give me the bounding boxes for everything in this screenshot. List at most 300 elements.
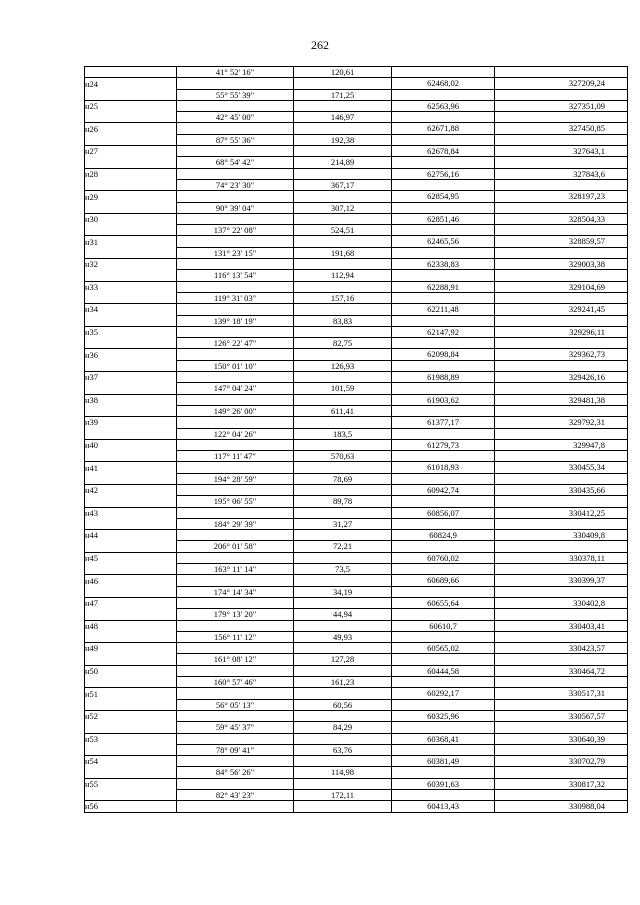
angle-cell: 84° 56' 26" xyxy=(177,767,294,778)
length-cell xyxy=(294,259,392,270)
y-cell xyxy=(495,292,628,303)
y-cell: 328197,23 xyxy=(495,191,628,202)
length-cell: 570,63 xyxy=(294,451,392,462)
length-cell: 84,29 xyxy=(294,722,392,733)
length-cell xyxy=(294,688,392,699)
length-cell: 214,89 xyxy=(294,157,392,168)
x-cell: 62468,02 xyxy=(392,78,495,89)
point-cell xyxy=(85,247,177,258)
table-row-segment xyxy=(85,202,628,213)
angle-cell xyxy=(177,462,294,473)
angle-cell: 206° 01' 58" xyxy=(177,541,294,552)
angle-cell xyxy=(177,597,294,608)
x-cell: 60391,63 xyxy=(392,778,495,789)
length-cell: 171,25 xyxy=(294,89,392,100)
x-cell xyxy=(392,609,495,620)
point-cell xyxy=(85,67,177,78)
point-cell: н32 xyxy=(85,259,177,270)
y-cell: 330817,32 xyxy=(495,778,628,789)
length-cell: 73,5 xyxy=(294,564,392,575)
point-cell xyxy=(85,699,177,710)
point-cell: н55 xyxy=(85,778,177,789)
point-cell xyxy=(85,428,177,439)
angle-cell xyxy=(177,484,294,495)
point-cell xyxy=(85,292,177,303)
y-cell: 327351,09 xyxy=(495,100,628,111)
point-cell xyxy=(85,112,177,123)
angle-cell xyxy=(177,259,294,270)
table-row-segment xyxy=(85,722,628,733)
point-cell: н44 xyxy=(85,530,177,541)
angle-cell xyxy=(177,304,294,315)
length-cell: 157,16 xyxy=(294,292,392,303)
point-cell xyxy=(85,677,177,688)
table-row-segment xyxy=(85,315,628,326)
angle-cell: 139° 18' 19" xyxy=(177,315,294,326)
angle-cell xyxy=(177,439,294,450)
x-cell: 62756,16 xyxy=(392,168,495,179)
length-cell xyxy=(294,575,392,586)
length-cell xyxy=(294,394,392,405)
length-cell xyxy=(294,462,392,473)
point-cell: н46 xyxy=(85,575,177,586)
length-cell xyxy=(294,620,392,631)
x-cell xyxy=(392,179,495,190)
y-cell xyxy=(495,518,628,529)
x-cell xyxy=(392,541,495,552)
point-cell: н42 xyxy=(85,484,177,495)
point-cell xyxy=(85,315,177,326)
length-cell xyxy=(294,552,392,563)
y-cell xyxy=(495,405,628,416)
point-cell: н47 xyxy=(85,597,177,608)
length-cell xyxy=(294,213,392,224)
length-cell xyxy=(294,756,392,767)
angle-cell: 41° 52' 16" xyxy=(177,67,294,78)
length-cell xyxy=(294,326,392,337)
table-row-point xyxy=(85,259,628,270)
x-cell xyxy=(392,383,495,394)
length-cell xyxy=(294,349,392,360)
x-cell xyxy=(392,518,495,529)
angle-cell: 42° 45' 00" xyxy=(177,112,294,123)
length-cell: 192,38 xyxy=(294,134,392,145)
x-cell xyxy=(392,564,495,575)
table-row-segment xyxy=(85,496,628,507)
coordinates-table-body xyxy=(85,67,628,813)
length-cell: 611,41 xyxy=(294,405,392,416)
length-cell: 191,68 xyxy=(294,247,392,258)
x-cell xyxy=(392,134,495,145)
length-cell: 112,94 xyxy=(294,270,392,281)
angle-cell: 117° 11' 47" xyxy=(177,451,294,462)
x-cell: 62465,56 xyxy=(392,236,495,247)
length-cell: 126,93 xyxy=(294,360,392,371)
table-row-point xyxy=(85,643,628,654)
table-row-point xyxy=(85,236,628,247)
x-cell: 62147,92 xyxy=(392,326,495,337)
point-cell xyxy=(85,586,177,597)
x-cell xyxy=(392,586,495,597)
length-cell: 82,75 xyxy=(294,338,392,349)
x-cell xyxy=(392,67,495,78)
point-cell xyxy=(85,157,177,168)
y-cell: 330702,79 xyxy=(495,756,628,767)
table-row-segment xyxy=(85,473,628,484)
angle-cell: 147° 04' 24" xyxy=(177,383,294,394)
table-row-segment xyxy=(85,405,628,416)
angle-cell xyxy=(177,733,294,744)
x-cell: 61377,17 xyxy=(392,417,495,428)
point-cell xyxy=(85,654,177,665)
y-cell: 327643,1 xyxy=(495,146,628,157)
angle-cell: 90° 39' 04" xyxy=(177,202,294,213)
point-cell xyxy=(85,609,177,620)
angle-cell: 122° 04' 26" xyxy=(177,428,294,439)
x-cell xyxy=(392,428,495,439)
point-cell: н37 xyxy=(85,372,177,383)
x-cell: 60942,74 xyxy=(392,484,495,495)
y-cell: 329003,38 xyxy=(495,259,628,270)
angle-cell: 74° 23' 30" xyxy=(177,179,294,190)
point-cell xyxy=(85,518,177,529)
x-cell: 60368,41 xyxy=(392,733,495,744)
angle-cell: 116° 13' 54" xyxy=(177,270,294,281)
point-cell: н56 xyxy=(85,801,177,812)
angle-cell xyxy=(177,756,294,767)
table-row-segment xyxy=(85,564,628,575)
y-cell xyxy=(495,496,628,507)
x-cell xyxy=(392,270,495,281)
table-row-point xyxy=(85,100,628,111)
point-cell xyxy=(85,767,177,778)
point-cell xyxy=(85,383,177,394)
y-cell xyxy=(495,451,628,462)
y-cell: 329947,8 xyxy=(495,439,628,450)
angle-cell: 59° 45' 37" xyxy=(177,722,294,733)
point-cell xyxy=(85,631,177,642)
angle-cell xyxy=(177,710,294,721)
table-row-point xyxy=(85,484,628,495)
point-cell: н31 xyxy=(85,236,177,247)
length-cell xyxy=(294,168,392,179)
x-cell: 62671,88 xyxy=(392,123,495,134)
y-cell: 329296,11 xyxy=(495,326,628,337)
length-cell xyxy=(294,507,392,518)
table-row-segment xyxy=(85,699,628,710)
point-cell: н24 xyxy=(85,78,177,89)
x-cell xyxy=(392,112,495,123)
y-cell xyxy=(495,677,628,688)
x-cell: 61018,93 xyxy=(392,462,495,473)
point-cell xyxy=(85,225,177,236)
angle-cell: 184° 29' 39" xyxy=(177,518,294,529)
table-row-segment xyxy=(85,586,628,597)
x-cell: 61988,89 xyxy=(392,372,495,383)
x-cell: 62851,46 xyxy=(392,213,495,224)
point-cell xyxy=(85,451,177,462)
angle-cell xyxy=(177,688,294,699)
length-cell: 63,76 xyxy=(294,744,392,755)
page-number: 262 xyxy=(311,38,329,52)
angle-cell: 126° 22' 47" xyxy=(177,338,294,349)
x-cell xyxy=(392,451,495,462)
y-cell xyxy=(495,586,628,597)
point-cell xyxy=(85,89,177,100)
table-row-point xyxy=(85,439,628,450)
point-cell: н27 xyxy=(85,146,177,157)
table-row-point xyxy=(85,372,628,383)
length-cell xyxy=(294,710,392,721)
length-cell xyxy=(294,778,392,789)
point-cell xyxy=(85,270,177,281)
y-cell: 330455,34 xyxy=(495,462,628,473)
x-cell xyxy=(392,315,495,326)
point-cell: н49 xyxy=(85,643,177,654)
y-cell: 330412,25 xyxy=(495,507,628,518)
length-cell: 31,27 xyxy=(294,518,392,529)
x-cell: 60292,17 xyxy=(392,688,495,699)
length-cell: 78,69 xyxy=(294,473,392,484)
angle-cell xyxy=(177,146,294,157)
x-cell: 62098,84 xyxy=(392,349,495,360)
table-row-point xyxy=(85,168,628,179)
table-row-segment xyxy=(85,225,628,236)
x-cell: 60856,07 xyxy=(392,507,495,518)
length-cell xyxy=(294,78,392,89)
table-row-point xyxy=(85,394,628,405)
y-cell xyxy=(495,767,628,778)
table-row-segment xyxy=(85,270,628,281)
x-cell xyxy=(392,496,495,507)
length-cell xyxy=(294,530,392,541)
x-cell xyxy=(392,744,495,755)
x-cell: 62211,48 xyxy=(392,304,495,315)
point-cell xyxy=(85,360,177,371)
y-cell xyxy=(495,428,628,439)
angle-cell: 55° 55' 39" xyxy=(177,89,294,100)
angle-cell xyxy=(177,643,294,654)
point-cell xyxy=(85,541,177,552)
y-cell: 330409,8 xyxy=(495,530,628,541)
length-cell xyxy=(294,146,392,157)
table-row-point xyxy=(85,507,628,518)
angle-cell xyxy=(177,575,294,586)
point-cell: н29 xyxy=(85,191,177,202)
table-row-segment xyxy=(85,360,628,371)
x-cell xyxy=(392,473,495,484)
length-cell xyxy=(294,801,392,812)
y-cell xyxy=(495,609,628,620)
table-row-point xyxy=(85,575,628,586)
angle-cell: 87° 55' 36" xyxy=(177,134,294,145)
angle-cell xyxy=(177,801,294,812)
table-row-point xyxy=(85,665,628,676)
point-cell: н35 xyxy=(85,326,177,337)
point-cell: н26 xyxy=(85,123,177,134)
x-cell: 62563,96 xyxy=(392,100,495,111)
y-cell: 329792,31 xyxy=(495,417,628,428)
y-cell: 330988,04 xyxy=(495,801,628,812)
y-cell: 330567,57 xyxy=(495,710,628,721)
y-cell xyxy=(495,564,628,575)
y-cell: 330403,41 xyxy=(495,620,628,631)
x-cell: 61279,73 xyxy=(392,439,495,450)
x-cell: 60760,02 xyxy=(392,552,495,563)
length-cell: 89,78 xyxy=(294,496,392,507)
y-cell xyxy=(495,360,628,371)
angle-cell xyxy=(177,530,294,541)
point-cell: н51 xyxy=(85,688,177,699)
x-cell: 61903,62 xyxy=(392,394,495,405)
y-cell xyxy=(495,654,628,665)
x-cell xyxy=(392,202,495,213)
angle-cell xyxy=(177,349,294,360)
length-cell: 120,61 xyxy=(294,67,392,78)
y-cell: 329362,73 xyxy=(495,349,628,360)
length-cell: 101,59 xyxy=(294,383,392,394)
angle-cell: 149° 26' 00" xyxy=(177,405,294,416)
table-row-point xyxy=(85,756,628,767)
y-cell: 330423,57 xyxy=(495,643,628,654)
angle-cell: 82° 43' 23" xyxy=(177,790,294,801)
angle-cell xyxy=(177,507,294,518)
angle-cell: 161° 08' 12" xyxy=(177,654,294,665)
length-cell xyxy=(294,417,392,428)
point-cell: н41 xyxy=(85,462,177,473)
point-cell xyxy=(85,202,177,213)
table-row-segment xyxy=(85,541,628,552)
table-row-point xyxy=(85,123,628,134)
y-cell: 328504,33 xyxy=(495,213,628,224)
length-cell xyxy=(294,100,392,111)
y-cell: 329241,45 xyxy=(495,304,628,315)
y-cell: 329104,69 xyxy=(495,281,628,292)
length-cell: 114,98 xyxy=(294,767,392,778)
table-row-segment xyxy=(85,89,628,100)
angle-cell xyxy=(177,168,294,179)
y-cell xyxy=(495,89,628,100)
length-cell xyxy=(294,484,392,495)
angle-cell: 195° 06' 55" xyxy=(177,496,294,507)
x-cell xyxy=(392,790,495,801)
length-cell: 60,56 xyxy=(294,699,392,710)
y-cell xyxy=(495,157,628,168)
table-row-point xyxy=(85,733,628,744)
point-cell: н33 xyxy=(85,281,177,292)
length-cell xyxy=(294,597,392,608)
point-cell: н39 xyxy=(85,417,177,428)
table-row-segment xyxy=(85,767,628,778)
length-cell: 183,5 xyxy=(294,428,392,439)
length-cell: 34,19 xyxy=(294,586,392,597)
x-cell xyxy=(392,292,495,303)
y-cell xyxy=(495,473,628,484)
length-cell: 524,51 xyxy=(294,225,392,236)
table-row-segment xyxy=(85,790,628,801)
table-row-segment xyxy=(85,677,628,688)
y-cell: 330378,11 xyxy=(495,552,628,563)
point-cell: н43 xyxy=(85,507,177,518)
length-cell: 44,94 xyxy=(294,609,392,620)
x-cell xyxy=(392,677,495,688)
y-cell xyxy=(495,134,628,145)
table-row-point xyxy=(85,326,628,337)
y-cell: 330435,66 xyxy=(495,484,628,495)
table-row-point xyxy=(85,801,628,812)
table-row-segment xyxy=(85,451,628,462)
length-cell: 161,23 xyxy=(294,677,392,688)
length-cell: 172,11 xyxy=(294,790,392,801)
angle-cell: 160° 57' 46" xyxy=(177,677,294,688)
table-row-point xyxy=(85,620,628,631)
point-cell xyxy=(85,134,177,145)
angle-cell xyxy=(177,326,294,337)
table-row-segment xyxy=(85,157,628,168)
angle-cell xyxy=(177,394,294,405)
angle-cell xyxy=(177,236,294,247)
x-cell: 62338,83 xyxy=(392,259,495,270)
point-cell xyxy=(85,473,177,484)
angle-cell: 119° 31' 03" xyxy=(177,292,294,303)
point-cell: н45 xyxy=(85,552,177,563)
angle-cell: 163° 11' 14" xyxy=(177,564,294,575)
angle-cell xyxy=(177,281,294,292)
angle-cell xyxy=(177,213,294,224)
table-row-point xyxy=(85,710,628,721)
table-row-segment xyxy=(85,134,628,145)
angle-cell: 174° 14' 34" xyxy=(177,586,294,597)
coordinates-table xyxy=(84,66,628,813)
y-cell xyxy=(495,179,628,190)
y-cell xyxy=(495,631,628,642)
angle-cell: 194° 28' 59" xyxy=(177,473,294,484)
table-row-segment xyxy=(85,654,628,665)
y-cell xyxy=(495,541,628,552)
length-cell xyxy=(294,304,392,315)
x-cell: 60565,02 xyxy=(392,643,495,654)
table-row-segment xyxy=(85,518,628,529)
x-cell xyxy=(392,699,495,710)
table-row-point xyxy=(85,688,628,699)
angle-cell xyxy=(177,372,294,383)
table-row-segment xyxy=(85,609,628,620)
angle-cell xyxy=(177,665,294,676)
y-cell xyxy=(495,247,628,258)
x-cell xyxy=(392,338,495,349)
y-cell xyxy=(495,383,628,394)
x-cell xyxy=(392,654,495,665)
y-cell xyxy=(495,338,628,349)
angle-cell: 137° 22' 08" xyxy=(177,225,294,236)
table-row-point xyxy=(85,462,628,473)
point-cell: н40 xyxy=(85,439,177,450)
length-cell: 49,93 xyxy=(294,631,392,642)
angle-cell: 68° 54' 42" xyxy=(177,157,294,168)
point-cell xyxy=(85,405,177,416)
length-cell: 83,83 xyxy=(294,315,392,326)
point-cell: н54 xyxy=(85,756,177,767)
table-row-point xyxy=(85,78,628,89)
table-row-segment xyxy=(85,338,628,349)
x-cell: 60444,58 xyxy=(392,665,495,676)
point-cell: н30 xyxy=(85,213,177,224)
x-cell xyxy=(392,157,495,168)
table-row-segment xyxy=(85,631,628,642)
y-cell: 327450,85 xyxy=(495,123,628,134)
x-cell xyxy=(392,767,495,778)
y-cell xyxy=(495,722,628,733)
